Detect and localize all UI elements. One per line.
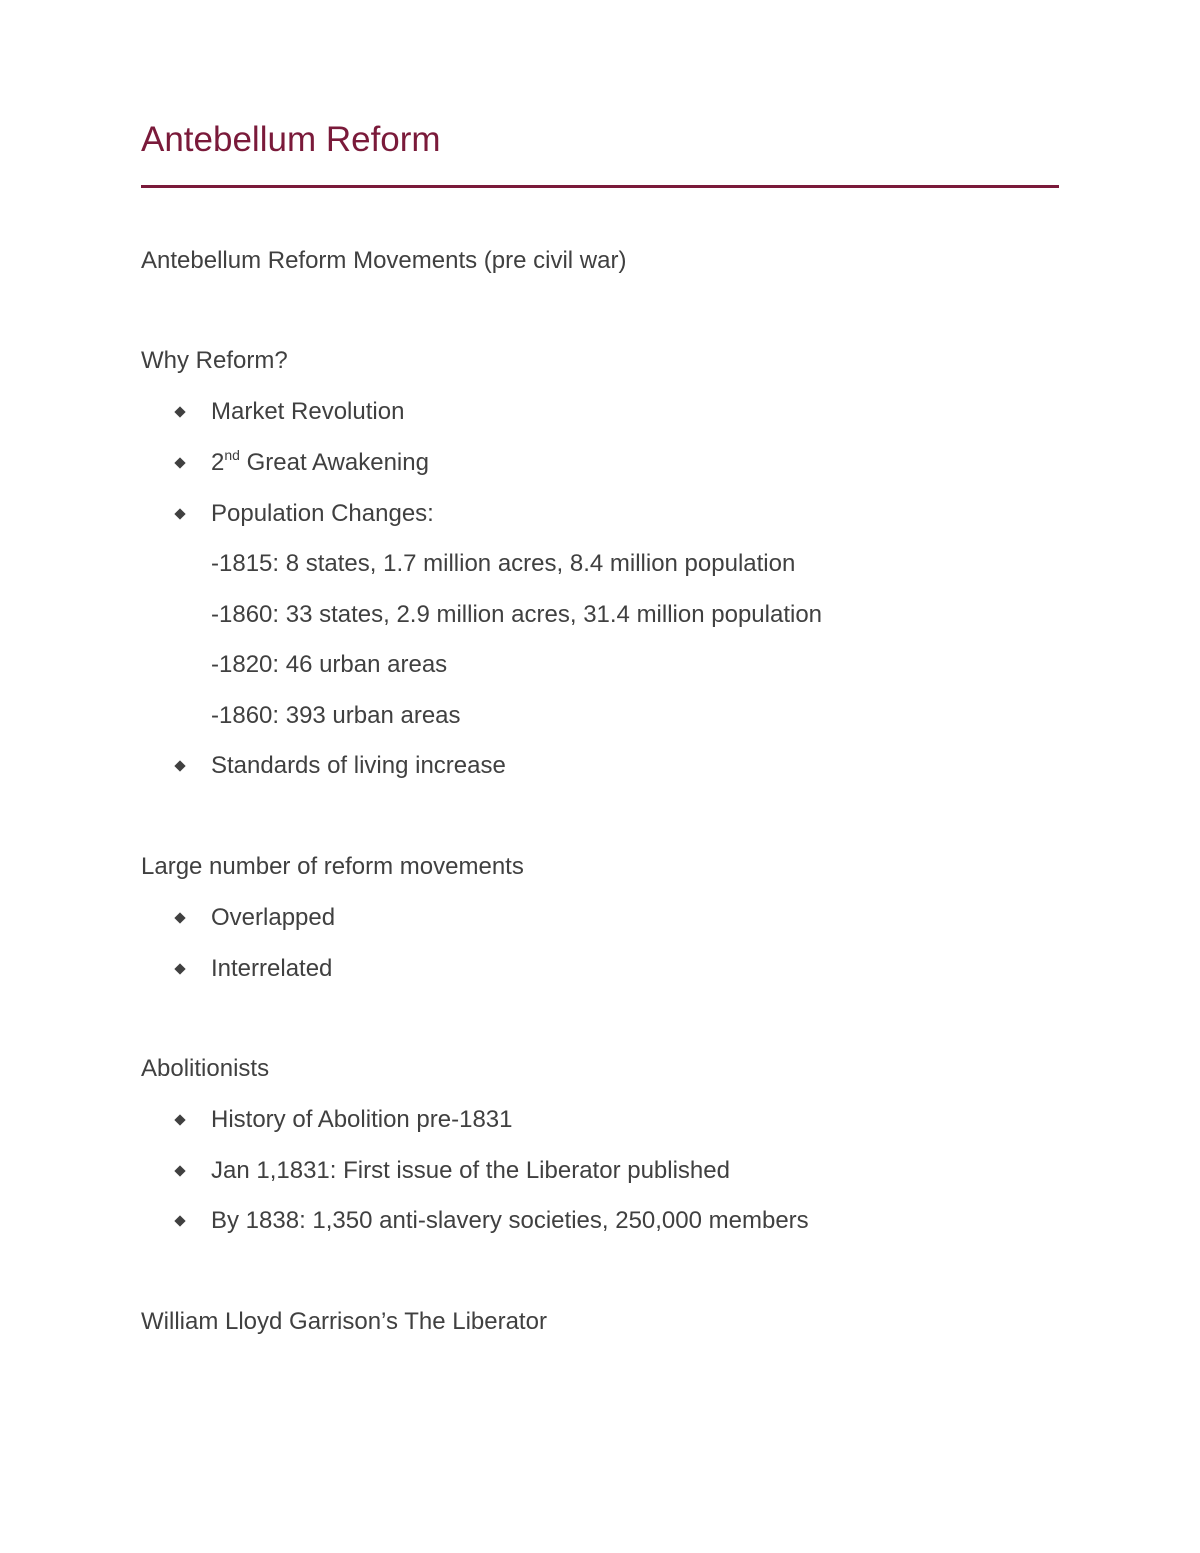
bullet-icon: [174, 760, 185, 771]
section-heading-abolitionists: Abolitionists: [141, 1055, 270, 1082]
list-item: Population Changes:: [211, 500, 434, 527]
bullet-icon: [174, 457, 185, 468]
list-item: [211, 447, 429, 479]
bullet-icon: [174, 912, 185, 923]
bullet-icon: [174, 1165, 185, 1176]
population-stat: -1860: 33 states, 2.9 million acres, 31.4 million population: [211, 601, 823, 628]
ordinal-number: 2: [211, 449, 225, 476]
bullet-icon: [174, 963, 185, 974]
section-heading-reform-movements: Large number of reform movements: [141, 853, 524, 880]
population-stat: -1820: 46 urban areas: [211, 651, 448, 678]
list-item: Interrelated: [211, 955, 333, 982]
list-item-text: Great Awakening: [239, 449, 429, 476]
list-item: History of Abolition pre-1831: [211, 1106, 513, 1133]
ordinal-suffix: nd: [224, 447, 240, 463]
list-item: By 1838: 1,350 anti-slavery societies, 250,000 members: [211, 1207, 809, 1234]
list-item: Standards of living increase: [211, 752, 506, 779]
intro-line: Antebellum Reform Movements (pre civil war): [141, 247, 627, 274]
list-item: Jan 1,1831: First issue of the Liberator published: [211, 1157, 730, 1184]
population-stat: -1815: 8 states, 1.7 million acres, 8.4 million population: [211, 550, 796, 577]
title-underline: [141, 185, 1059, 188]
section-heading-why-reform: Why Reform?: [141, 347, 288, 374]
list-item: Overlapped: [211, 904, 336, 931]
section-heading-liberator: William Lloyd Garrison’s The Liberator: [141, 1308, 547, 1335]
bullet-icon: [174, 1215, 185, 1226]
page-title: Antebellum Reform: [141, 120, 441, 159]
bullet-icon: [174, 508, 185, 519]
bullet-icon: [174, 1114, 185, 1125]
population-stat: -1860: 393 urban areas: [211, 702, 461, 729]
bullet-icon: [174, 406, 185, 417]
list-item: Market Revolution: [211, 398, 405, 425]
